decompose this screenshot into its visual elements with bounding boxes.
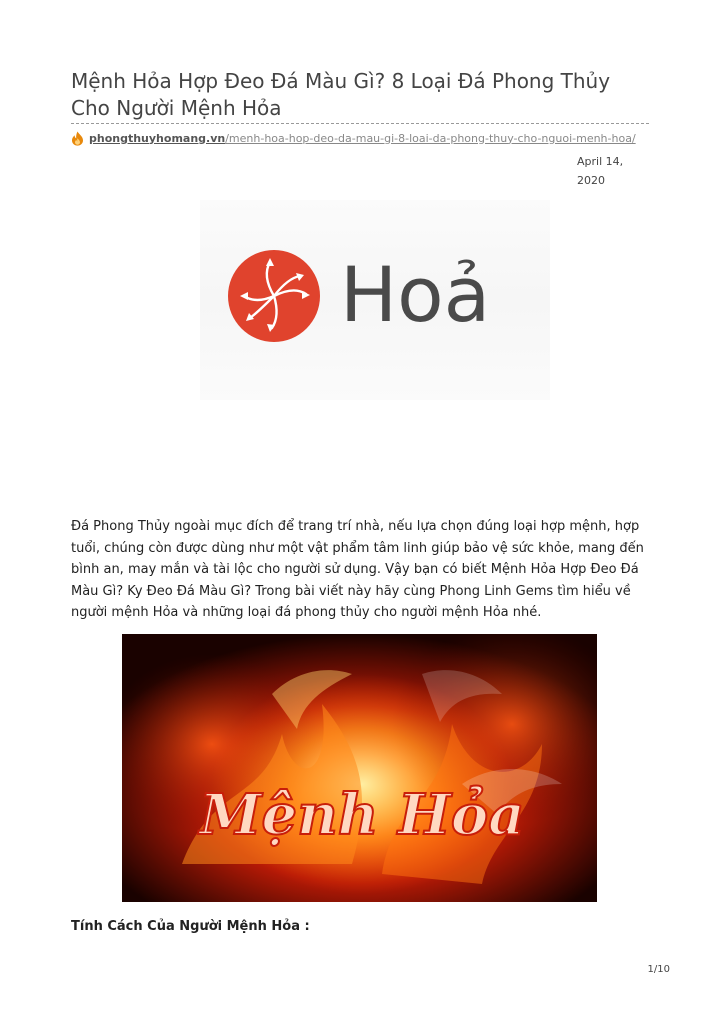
image-text: Mệnh Hỏa: [199, 782, 525, 848]
intro-paragraph: Đá Phong Thủy ngoài mục đích để trang trí nhà, nếu lựa chọn đúng loại hợp mệnh, hợp tuổi, chúng còn được dùng như một vật phẩm tâm linh giúp bảo vệ sức khỏe, mang đến bình an, may mắn và tài lộc cho người sử dụng. Vậy bạn có biết Mệnh Hỏa Hợp Đeo Đá Màu Gì? Ky Đeo Đá Màu Gì? Trong bài viết này hãy cùng Phong Linh Gems tìm hiểu về người mệnh Hỏa và những loại đá phong thủy cho người mệnh Hỏa nhé.: [71, 519, 644, 620]
article-title: Mệnh Hỏa Hợp Đeo Đá Màu Gì? 8 Loại Đá Phong Thủy Cho Người Mệnh Hỏa: [71, 69, 611, 120]
flame-icon: [71, 131, 84, 146]
section-heading: Tính Cách Của Người Mệnh Hỏa :: [71, 919, 310, 934]
page-number: 1/10: [647, 964, 670, 975]
menh-hoa-fire-image: [122, 634, 597, 902]
title-divider: [71, 123, 649, 124]
source-link[interactable]: [71, 130, 636, 146]
source-domain: phongthuyhomang.vn: [89, 131, 226, 145]
publish-date: April 14, 2020: [577, 155, 624, 187]
hoa-logo-image: [200, 200, 550, 400]
source-path: /menh-hoa-hop-deo-da-mau-gi-8-loai-da-phong-thuy-cho-nguoi-menh-hoa/: [225, 131, 636, 145]
logo-text: Hoả: [340, 250, 491, 339]
